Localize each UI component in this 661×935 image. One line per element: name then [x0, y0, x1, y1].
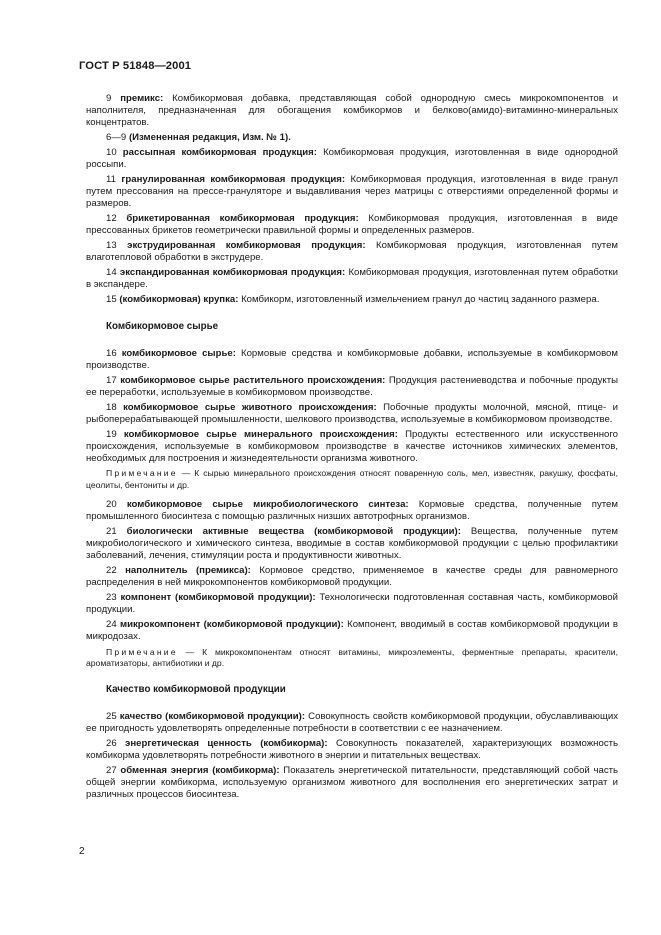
section-heading-quality: Качество комбикормовой продукции [106, 683, 286, 695]
definition-text: Кормовые средства, полученные путем промышленного биосинтеза с помощью различных низших автотрофных организмов. [86, 498, 618, 522]
definition-number: 16 [106, 347, 117, 359]
definition-paragraph [86, 132, 618, 144]
definition-number: 13 [106, 239, 117, 251]
definition-term: рассыпная комбикормовая продукция: [122, 147, 317, 158]
definition-number: 18 [106, 401, 117, 413]
definition-paragraph [86, 213, 618, 237]
definition-term: компонент (комбикормовой продукции): [120, 591, 316, 603]
note-text: — К микрокомпонентам относят витамины, микроэлементы, ферментные препараты, красители, ароматизаторы, антибиотики и др. [86, 646, 618, 668]
definition-number: 27 [106, 764, 117, 776]
definition-text: Кормовые средства и комбикормовые добавки, используемые в комбикормовом производстве. [86, 347, 618, 371]
definition-paragraph [86, 93, 618, 129]
definition-term: брикетированная комбикормовая продукция: [126, 212, 359, 224]
definition-paragraph [86, 240, 618, 264]
note-text: — К сырью минерального происхождения относят поваренную соль, мел, известняк, ракушку, фосфаты, цеолиты, бентониты и др. [86, 468, 619, 490]
definition-term: комбикормовое сырье: [121, 347, 236, 359]
definition-term: гранулированная комбикормовая продукция: [121, 174, 346, 185]
definition-paragraph [86, 375, 618, 399]
definition-number: 11 [106, 174, 116, 185]
definition-term: комбикормовое сырье животного происхождения: [123, 401, 377, 413]
definition-paragraph [86, 294, 618, 306]
definition-number: 24 [106, 618, 117, 630]
definition-text: Продукты естественного или искусственного происхождения, используемые в комбикормовом производстве в качестве источников химических элементов, необходимых для построения и жизнедеятельности организма животного. [86, 428, 619, 464]
definition-text: Кормовое средство, применяемое в качестве среды для равномерного распределения в ней микрокомпонентов комбикормовой продукции. [86, 564, 618, 588]
note-label: Примечание [106, 646, 178, 657]
note-microcomponents [86, 647, 618, 669]
definition-term: (комбикормовая) крупка: [119, 293, 239, 305]
note-mineral [86, 468, 618, 490]
definition-paragraph [86, 429, 618, 465]
definition-term: наполнитель (премикса): [125, 564, 251, 576]
definition-paragraph [86, 738, 618, 762]
definition-number: 25 [106, 710, 117, 722]
standard-header: ГОСТ Р 51848—2001 [79, 60, 192, 72]
definition-number: 15 [106, 293, 117, 305]
definition-text: Комбикормовая продукция, изготовленная в виде прессованных брикетов геометрически правильной формы и определенных размеров. [86, 212, 618, 236]
definition-term: (Измененная редакция, Изм. № 1). [128, 131, 291, 143]
definition-term: премикс: [120, 93, 164, 104]
definition-term: энергетическая ценность (комбикорма): [125, 737, 328, 749]
definition-paragraph [86, 402, 618, 426]
definition-term: комбикормовое сырье микробиологического синтеза: [126, 498, 409, 510]
definition-number: 26 [106, 737, 117, 749]
definition-term: комбикормовое сырье растительного происхождения: [120, 374, 386, 386]
section-heading-raw-materials: Комбикормовое сырье [106, 320, 219, 332]
definition-text: Технологически подготовленная составная часть, комбикормовой продукции. [86, 591, 618, 615]
definition-number: 9 [106, 93, 112, 104]
definition-number: 23 [106, 591, 117, 603]
definition-number: 14 [106, 266, 117, 278]
definition-text: Компонент, вводимый в состав комбикормовой продукции в микродозах. [86, 618, 618, 642]
definition-paragraph [86, 526, 618, 562]
definition-paragraph [86, 592, 618, 616]
definition-text: Вещества, полученные путем микробиологического и химического синтеза, вводимые в состав комбикормовой продукции с целью профилактики заболеваний, лечения, стимуляции роста и продуктивности животных. [86, 525, 618, 561]
definition-text: Продукция растениеводства и побочные продукты ее переработки, используемые в комбикормовом производстве. [86, 374, 618, 398]
definition-paragraph [86, 348, 618, 372]
definition-text: Комбикормовая продукция, изготовленная путем обработки в экспандере. [86, 266, 618, 290]
definition-paragraph [86, 765, 618, 801]
definition-number: 6—9 [106, 131, 127, 143]
definitions-group-1 [86, 93, 618, 306]
definition-term: экструдированная комбикормовая продукция: [127, 239, 366, 251]
definitions-group-4 [86, 711, 618, 801]
definition-term: обменная энергия (комбикорма): [120, 764, 280, 776]
definitions-group-3 [86, 499, 618, 643]
definition-paragraph [86, 174, 618, 210]
definition-number: 10 [106, 147, 117, 158]
definition-number: 22 [106, 564, 117, 576]
page-content [86, 93, 618, 804]
definition-paragraph [86, 147, 618, 171]
definition-paragraph [86, 499, 618, 523]
definition-text: Совокупность показателей, характеризующих возможность комбикорма удовлетворять потребности животного в энергии и питательных веществах. [86, 737, 619, 761]
definition-number: 12 [106, 212, 117, 224]
note-label: Примечание [106, 468, 178, 479]
definition-number: 19 [106, 428, 117, 440]
definition-text: Показатель энергетической питательности, представляющий собой часть общей энергии комбикорма, используемую организмом животного для восполнения его энергетических затрат и различных процессов биосинтеза. [86, 764, 619, 800]
definition-term: микрокомпонент (комбикормовой продукции): [120, 618, 344, 630]
definition-number: 21 [106, 525, 117, 537]
definition-paragraph [86, 619, 618, 643]
definition-number: 17 [106, 374, 117, 386]
definition-text: Совокупность свойств комбикормовой продукции, обуславливающих ее пригодность удовлетворять определенные потребности в соответствии с ее назначением. [86, 710, 619, 734]
page-number: 2 [79, 846, 85, 857]
definition-paragraph [86, 565, 618, 589]
definition-text: Комбикорм, изготовленный измельчением гранул до частиц заданного размера. [241, 293, 600, 305]
definition-term: экспандированная комбикормовая продукция: [119, 266, 346, 278]
definition-term: качество (комбикормовой продукции): [119, 710, 306, 722]
definition-term: биологически активные вещества (комбикормовой продукции): [126, 525, 461, 537]
definition-text: Комбикормовая продукция, изготовленная в виде однородной россыпи. [86, 147, 618, 170]
definition-text: Побочные продукты молочной, мясной, птице- и рыбоперерабатывающей промышленности, шелкового производства, используемые в комбикормовом производстве. [86, 401, 618, 425]
definition-number: 20 [106, 498, 117, 510]
definition-text: Комбикормовая продукция, изготовленная путем влаготепловой обработки в экструдере. [86, 239, 618, 263]
definitions-group-2 [86, 348, 618, 465]
definition-paragraph [86, 711, 618, 735]
definition-paragraph [86, 267, 618, 291]
definition-text: Комбикормовая продукция, изготовленная в виде гранул путем прессования на прессе-грануляторе и выдавливания через матрицы с отверстиями определенной формы и размеров. [86, 174, 618, 209]
definition-term: комбикормовое сырье минерального происхождения: [123, 428, 398, 440]
definition-text: Комбикормовая добавка, представляющая собой однородную смесь микрокомпонентов и наполнителя, предназначенная для обогащения комбикормов и белково(амидо)-витаминно-минеральных концентратов. [86, 93, 619, 128]
